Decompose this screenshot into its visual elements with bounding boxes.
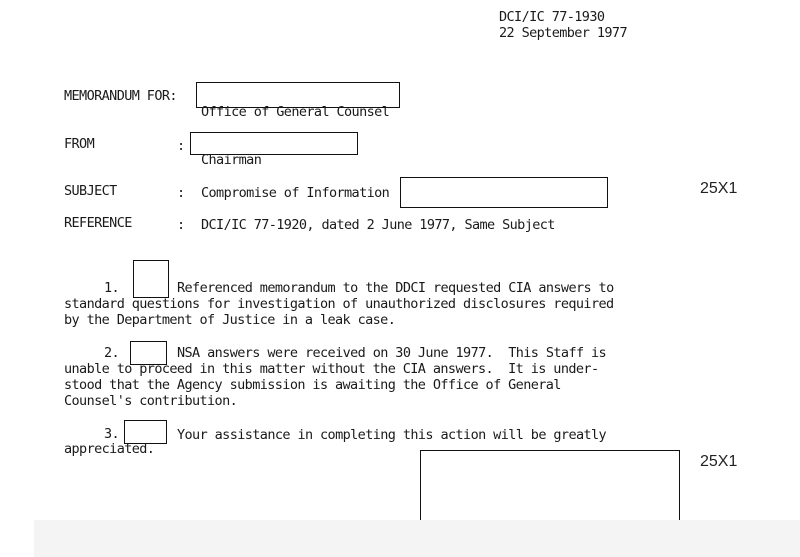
paragraph-1-line: by the Department of Justice in a leak case.: [64, 312, 396, 328]
document-number: DCI/IC 77-1930: [499, 9, 605, 25]
paragraph-1-line: Referenced memorandum to the DDCI requested CIA answers to: [177, 280, 614, 296]
paragraph-2-number: 2.: [104, 345, 120, 361]
paragraph-3-line: Your assistance in completing this action will be greatly: [177, 427, 607, 443]
subject-label: SUBJECT: [64, 183, 117, 199]
paragraph-1-line: standard questions for investigation of unauthorized disclosures required: [64, 296, 614, 312]
memo-for-value: Office of General Counsel: [201, 104, 390, 120]
redaction-box: [400, 177, 608, 208]
redaction-marking-lower: 25X1: [700, 453, 738, 470]
paragraph-3-line: appreciated.: [64, 441, 155, 457]
paragraph-1-number: 1.: [104, 280, 120, 296]
paragraph-3-number: 3.: [104, 426, 120, 442]
paragraph-2-line: Counsel's contribution.: [64, 393, 238, 409]
reference-label: REFERENCE: [64, 215, 132, 231]
reference-value: DCI/IC 77-1920, dated 2 June 1977, Same Subject: [201, 217, 555, 233]
page-bottom-shade: [34, 520, 800, 557]
paragraph-2-line: unable to proceed in this matter without the CIA answers. It is under-: [64, 361, 599, 377]
redaction-marking-upper: 25X1: [700, 180, 738, 197]
document-date: 22 September 1977: [499, 25, 627, 41]
subject-colon: :: [177, 185, 185, 201]
redaction-box: [133, 260, 169, 298]
from-colon: :: [177, 138, 185, 154]
from-label: FROM: [64, 136, 95, 152]
reference-colon: :: [177, 217, 185, 233]
subject-value: Compromise of Information: [201, 185, 390, 201]
paragraph-2-line: stood that the Agency submission is awaiting the Office of General: [64, 377, 561, 393]
from-value: Chairman: [201, 152, 262, 168]
memo-for-label: MEMORANDUM FOR:: [64, 88, 177, 104]
paragraph-2-line: NSA answers were received on 30 June 1977. This Staff is: [177, 345, 607, 361]
